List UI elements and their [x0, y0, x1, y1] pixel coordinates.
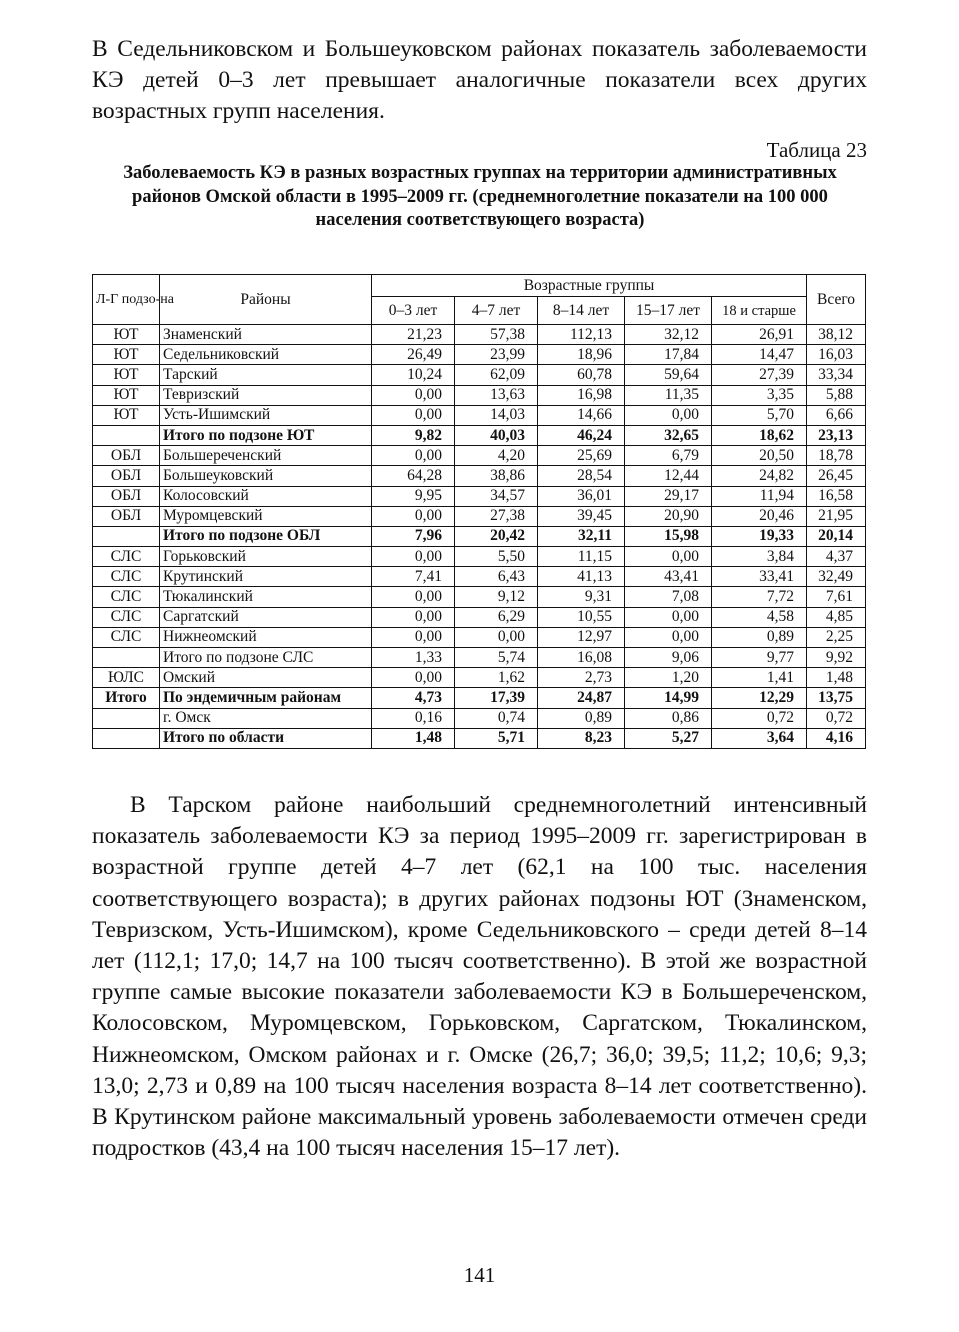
cell-value: 4,73	[372, 688, 455, 708]
cell-district: Большеуковский	[160, 466, 372, 486]
table-row	[93, 567, 866, 587]
cell-value: 0,00	[372, 607, 455, 627]
cell-value: 3,35	[712, 385, 807, 405]
cell-value: 5,70	[712, 405, 807, 425]
cell-value: 0,00	[625, 547, 712, 567]
cell-total: 23,13	[807, 425, 866, 445]
cell-value: 5,74	[455, 648, 538, 668]
cell-subzone: ЮТ	[93, 345, 160, 365]
cell-subzone: ЮТ	[93, 365, 160, 385]
cell-value: 5,27	[625, 728, 712, 748]
cell-value: 14,03	[455, 405, 538, 425]
cell-value: 26,49	[372, 345, 455, 365]
header-total: Всего	[807, 275, 866, 325]
cell-value: 10,24	[372, 365, 455, 385]
header-age-18-plus: 18 и старше	[712, 297, 807, 325]
cell-district: г. Омск	[160, 708, 372, 728]
cell-subzone	[93, 648, 160, 668]
cell-total: 18,78	[807, 446, 866, 466]
intro-paragraph: В Седельниковском и Большеуковском районах показатель заболеваемости КЭ детей 0–3 лет превышает аналогичные показатели всех других возрастных групп населения.	[92, 36, 867, 124]
table-row	[93, 627, 866, 647]
cell-value: 10,55	[538, 607, 625, 627]
cell-district: Знаменский	[160, 325, 372, 345]
cell-value: 9,31	[538, 587, 625, 607]
header-districts: Районы	[160, 275, 372, 325]
cell-value: 1,20	[625, 668, 712, 688]
cell-subzone: ЮТ	[93, 385, 160, 405]
cell-value: 15,98	[625, 526, 712, 546]
cell-subzone: Итого	[93, 688, 160, 708]
cell-value: 32,65	[625, 425, 712, 445]
table-row	[93, 345, 866, 365]
cell-value: 19,33	[712, 526, 807, 546]
cell-value: 26,91	[712, 325, 807, 345]
cell-value: 14,47	[712, 345, 807, 365]
cell-value: 64,28	[372, 466, 455, 486]
cell-total: 4,85	[807, 607, 866, 627]
header-age-4-7: 4–7 лет	[455, 297, 538, 325]
cell-subzone	[93, 526, 160, 546]
cell-value: 14,66	[538, 405, 625, 425]
cell-value: 1,48	[372, 728, 455, 748]
table-row	[93, 668, 866, 688]
cell-value: 0,89	[538, 708, 625, 728]
page-number: 141	[463, 1263, 496, 1287]
cell-value: 20,90	[625, 506, 712, 526]
cell-value: 6,79	[625, 446, 712, 466]
cell-value: 20,46	[712, 506, 807, 526]
cell-value: 9,06	[625, 648, 712, 668]
cell-value: 0,00	[372, 587, 455, 607]
cell-value: 0,89	[712, 627, 807, 647]
header-age-groups: Возрастные группы	[372, 275, 807, 297]
cell-value: 0,74	[455, 708, 538, 728]
table-row	[93, 648, 866, 668]
cell-value: 8,23	[538, 728, 625, 748]
cell-total: 26,45	[807, 466, 866, 486]
cell-value: 62,09	[455, 365, 538, 385]
cell-value: 20,50	[712, 446, 807, 466]
table-row	[93, 365, 866, 385]
cell-value: 33,41	[712, 567, 807, 587]
cell-district: Итого по подзоне СЛС	[160, 648, 372, 668]
cell-subzone	[93, 728, 160, 748]
cell-value: 9,77	[712, 648, 807, 668]
cell-value: 40,03	[455, 425, 538, 445]
cell-subzone: СЛС	[93, 627, 160, 647]
cell-value: 1,62	[455, 668, 538, 688]
cell-value: 39,45	[538, 506, 625, 526]
cell-value: 7,72	[712, 587, 807, 607]
cell-value: 27,39	[712, 365, 807, 385]
header-age-0-3: 0–3 лет	[372, 297, 455, 325]
cell-value: 57,38	[455, 325, 538, 345]
cell-total: 7,61	[807, 587, 866, 607]
cell-total: 16,03	[807, 345, 866, 365]
cell-total: 6,66	[807, 405, 866, 425]
cell-value: 9,12	[455, 587, 538, 607]
cell-value: 14,99	[625, 688, 712, 708]
cell-total: 4,37	[807, 547, 866, 567]
table-row	[93, 688, 866, 708]
cell-value: 0,00	[372, 446, 455, 466]
cell-district: Горьковский	[160, 547, 372, 567]
table-row	[93, 385, 866, 405]
cell-value: 24,87	[538, 688, 625, 708]
cell-value: 41,13	[538, 567, 625, 587]
cell-subzone: ЮТ	[93, 325, 160, 345]
cell-value: 0,00	[372, 506, 455, 526]
cell-value: 6,29	[455, 607, 538, 627]
cell-total: 1,48	[807, 668, 866, 688]
table-row	[93, 446, 866, 466]
cell-value: 3,84	[712, 547, 807, 567]
cell-value: 28,54	[538, 466, 625, 486]
cell-value: 20,42	[455, 526, 538, 546]
table-row	[93, 506, 866, 526]
cell-value: 0,00	[625, 627, 712, 647]
cell-subzone: СЛС	[93, 607, 160, 627]
cell-value: 18,62	[712, 425, 807, 445]
cell-value: 6,43	[455, 567, 538, 587]
cell-value: 27,38	[455, 506, 538, 526]
cell-total: 4,16	[807, 728, 866, 748]
cell-value: 12,44	[625, 466, 712, 486]
cell-subzone: ЮТ	[93, 405, 160, 425]
cell-value: 32,11	[538, 526, 625, 546]
cell-subzone	[93, 708, 160, 728]
cell-value: 0,00	[455, 627, 538, 647]
cell-district: Итого по подзоне ОБЛ	[160, 526, 372, 546]
cell-subzone: СЛС	[93, 567, 160, 587]
header-age-8-14: 8–14 лет	[538, 297, 625, 325]
cell-value: 5,71	[455, 728, 538, 748]
cell-value: 7,41	[372, 567, 455, 587]
cell-value: 4,58	[712, 607, 807, 627]
cell-value: 9,82	[372, 425, 455, 445]
cell-district: Тарский	[160, 365, 372, 385]
cell-district: По эндемичным районам	[160, 688, 372, 708]
cell-total: 5,88	[807, 385, 866, 405]
cell-value: 7,96	[372, 526, 455, 546]
cell-total: 32,49	[807, 567, 866, 587]
cell-value: 0,00	[625, 405, 712, 425]
cell-value: 0,00	[372, 405, 455, 425]
table-row	[93, 526, 866, 546]
cell-district: Колосовский	[160, 486, 372, 506]
cell-value: 1,33	[372, 648, 455, 668]
table-row	[93, 486, 866, 506]
cell-value: 24,82	[712, 466, 807, 486]
cell-district: Итого по области	[160, 728, 372, 748]
cell-value: 1,41	[712, 668, 807, 688]
cell-value: 11,15	[538, 547, 625, 567]
cell-total: 33,34	[807, 365, 866, 385]
cell-value: 16,08	[538, 648, 625, 668]
cell-value: 36,01	[538, 486, 625, 506]
body-paragraph: В Тарском районе наибольший среднемноголетний интенсивный показатель заболеваемости КЭ за период 1995–2009 гг. зарегистрирован в возрастной группе детей 4–7 лет (62,1 на 100 тыс. населения соответствующего возраста); в других районах подзоны ЮТ (Знаменском, Тевризском, Усть-Ишимском), кроме Седельниковского – среди детей 8–14 лет (112,1; 17,0; 14,7 на 100 тысяч соответственно). В этой же возрастной группе самые высокие показатели заболеваемости КЭ в Большереченском, Колосовском, Муромцевском, Горьковском, Саргатском, Тюкалинском, Нижнеомском, Омском районах и г. Омске (26,7; 36,0; 39,5; 11,2; 10,6; 9,3; 13,0; 2,73 и 0,89 на 100 тысяч населения возраста 8–14 лет соответственно). В Крутинском районе максимальный уровень заболеваемости отмечен среди подростков (43,4 на 100 тысяч населения 15–17 лет).	[92, 792, 867, 1162]
cell-value: 16,98	[538, 385, 625, 405]
cell-value: 12,29	[712, 688, 807, 708]
cell-value: 5,50	[455, 547, 538, 567]
cell-value: 0,86	[625, 708, 712, 728]
table-number: Таблица 23	[766, 138, 867, 162]
cell-value: 112,13	[538, 325, 625, 345]
cell-value: 3,64	[712, 728, 807, 748]
table-row	[93, 587, 866, 607]
cell-value: 0,16	[372, 708, 455, 728]
cell-value: 59,64	[625, 365, 712, 385]
cell-district: Тевризский	[160, 385, 372, 405]
cell-subzone: ОБЛ	[93, 466, 160, 486]
cell-subzone: СЛС	[93, 587, 160, 607]
cell-value: 0,00	[625, 607, 712, 627]
cell-value: 60,78	[538, 365, 625, 385]
cell-value: 21,23	[372, 325, 455, 345]
cell-value: 2,73	[538, 668, 625, 688]
table-caption: Заболеваемость КЭ в разных возрастных группах на территории административных районов Омской области в 1995–2009 гг. (среднемноголетние показатели на 100 000 населения соответствующего возраста)	[123, 163, 837, 230]
cell-value: 25,69	[538, 446, 625, 466]
table-row	[93, 547, 866, 567]
header-age-15-17: 15–17 лет	[625, 297, 712, 325]
cell-value: 7,08	[625, 587, 712, 607]
cell-value: 32,12	[625, 325, 712, 345]
cell-subzone: ОБЛ	[93, 446, 160, 466]
cell-value: 46,24	[538, 425, 625, 445]
cell-district: Муромцевский	[160, 506, 372, 526]
cell-value: 0,00	[372, 385, 455, 405]
cell-value: 13,63	[455, 385, 538, 405]
cell-subzone: ОБЛ	[93, 506, 160, 526]
cell-total: 13,75	[807, 688, 866, 708]
cell-total: 9,92	[807, 648, 866, 668]
cell-value: 23,99	[455, 345, 538, 365]
table-row	[93, 708, 866, 728]
cell-district: Нижнеомский	[160, 627, 372, 647]
cell-subzone: СЛС	[93, 547, 160, 567]
cell-value: 9,95	[372, 486, 455, 506]
cell-value: 17,84	[625, 345, 712, 365]
cell-district: Итого по подзоне ЮТ	[160, 425, 372, 445]
cell-total: 21,95	[807, 506, 866, 526]
cell-total: 20,14	[807, 526, 866, 546]
cell-value: 38,86	[455, 466, 538, 486]
cell-district: Большереченский	[160, 446, 372, 466]
cell-total: 16,58	[807, 486, 866, 506]
cell-value: 29,17	[625, 486, 712, 506]
cell-value: 11,94	[712, 486, 807, 506]
cell-total: 2,25	[807, 627, 866, 647]
table-body	[93, 325, 866, 749]
cell-district: Усть-Ишимский	[160, 405, 372, 425]
cell-value: 11,35	[625, 385, 712, 405]
cell-value: 34,57	[455, 486, 538, 506]
cell-district: Седельниковский	[160, 345, 372, 365]
table-row	[93, 728, 866, 748]
cell-value: 12,97	[538, 627, 625, 647]
cell-district: Тюкалинский	[160, 587, 372, 607]
table-row	[93, 405, 866, 425]
header-subzone: Л-Г подзо-на	[93, 275, 160, 325]
cell-district: Крутинский	[160, 567, 372, 587]
cell-value: 0,00	[372, 627, 455, 647]
table-row	[93, 425, 866, 445]
cell-value: 17,39	[455, 688, 538, 708]
cell-value: 4,20	[455, 446, 538, 466]
cell-total: 0,72	[807, 708, 866, 728]
cell-total: 38,12	[807, 325, 866, 345]
cell-district: Омский	[160, 668, 372, 688]
table-row	[93, 607, 866, 627]
cell-value: 18,96	[538, 345, 625, 365]
table-row	[93, 325, 866, 345]
cell-value: 0,72	[712, 708, 807, 728]
cell-value: 0,00	[372, 547, 455, 567]
cell-value: 43,41	[625, 567, 712, 587]
table-row	[93, 466, 866, 486]
cell-district: Саргатский	[160, 607, 372, 627]
cell-value: 0,00	[372, 668, 455, 688]
cell-subzone: ОБЛ	[93, 486, 160, 506]
cell-subzone	[93, 425, 160, 445]
cell-subzone: ЮЛС	[93, 668, 160, 688]
incidence-table	[92, 274, 866, 749]
